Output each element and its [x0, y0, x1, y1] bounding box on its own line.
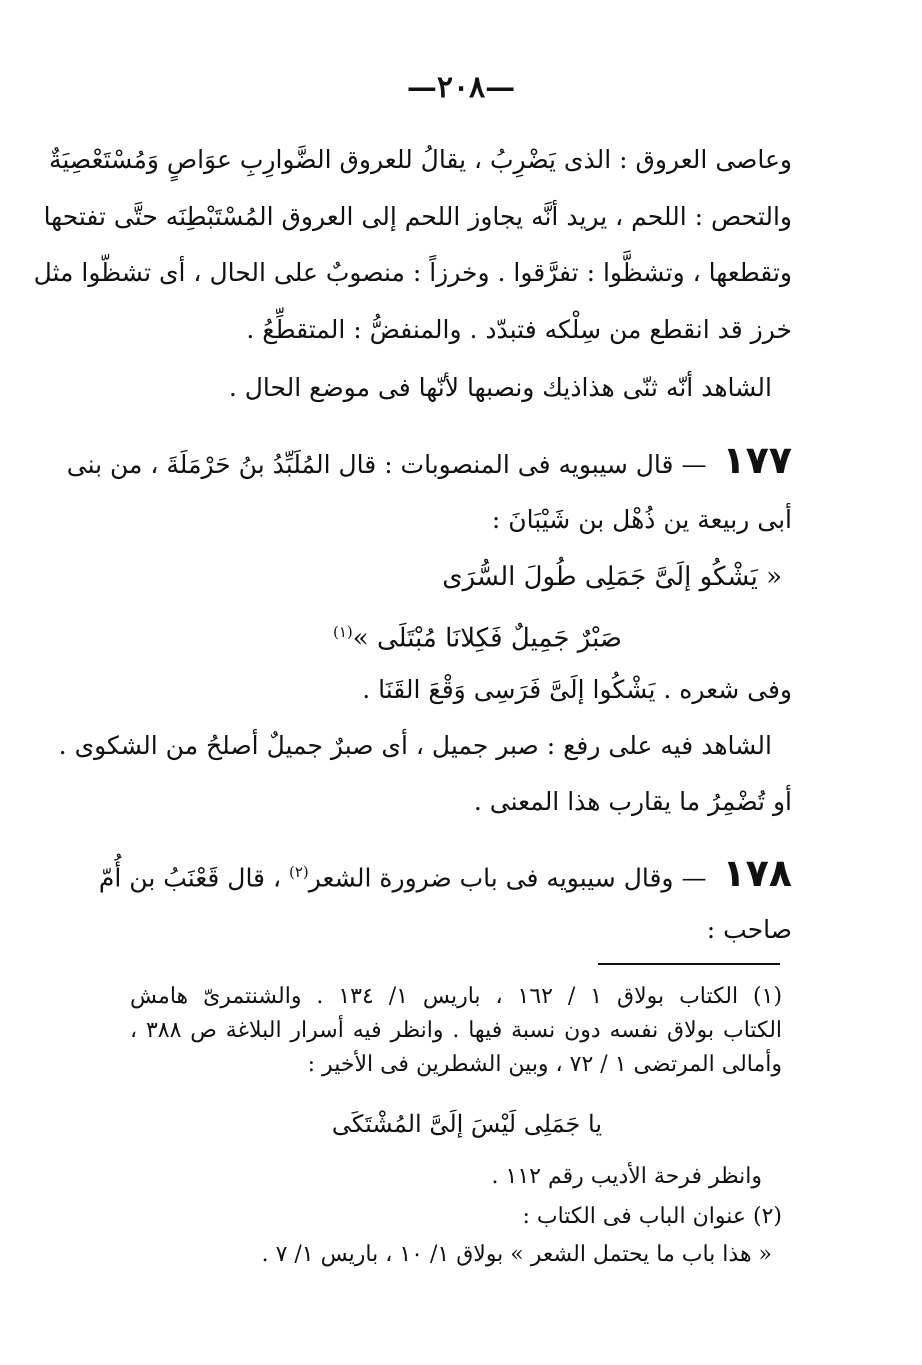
paragraph-line: الشاهد فيه على رفع : صبر جميل ، أى صبرٌ جميلٌ أصلحُ من الشكوى . — [58, 731, 772, 760]
entry-177-heading — [66, 438, 792, 485]
footnote-marker: (١) — [332, 623, 353, 641]
verse-line — [333, 612, 622, 659]
footnote-line: (٢) عنوان الباب فى الكتاب : — [522, 1204, 782, 1229]
footnote-line: وانظر فرحة الأديب رقم ١١٢ . — [491, 1164, 762, 1189]
paragraph-line: وفى شعره . يَشْكُوا إلَىَّ فَرَسِى وَقْعَ القَنَا . — [362, 675, 792, 704]
paragraph-line: والتحص : اللحم ، يريد أنَّه يجاوز اللحم إلى العروق المُسْتَبْطِنَه حتَّى تفتحها — [43, 202, 792, 231]
footnote-line: « هذا باب ما يحتمل الشعر » بولاق ١/ ١٠ ، باريس ١/ ٧ . — [261, 1242, 772, 1267]
entry-number: ١٧٨ — [722, 851, 792, 896]
entry-text: — وقال سيبويه فى باب ضرورة الشعر — [308, 863, 707, 893]
entry-number: ١٧٧ — [722, 438, 792, 482]
footnote-line: (١) الكتاب بولاق ١ / ١٦٢ ، باريس ١/ ١٣٤ . والشنتمرىّ هامش — [130, 984, 783, 1009]
entry-text: — قال سيبويه فى المنصوبات : قال المُلَبِّدُ بنُ حَرْمَلَةَ ، من بنى — [66, 450, 707, 479]
paragraph-line: وعاصى العروق : الذى يَضْرِبُ ، يقالُ للعروق الضَّوارِبِ عوَاصٍ وَمُسْتَعْصِيَةٌ — [48, 145, 792, 174]
footnote-divider — [598, 963, 780, 965]
paragraph-line: أو تُضْمِرُ ما يقارب هذا المعنى . — [473, 787, 792, 816]
entry-text: ، قال قَعْنَبُ بن أُمّ — [98, 863, 282, 893]
footnote-verse: يا جَمَلِى لَيْسَ إلَىَّ المُشْتَكَى — [331, 1110, 602, 1138]
verse-line: « يَشْكُو إلَىَّ جَمَلِى طُولَ السُّرَى — [442, 562, 782, 592]
paragraph-line: صاحب : — [706, 915, 792, 944]
entry-178-heading — [98, 851, 792, 898]
page-number: —٢٠٨— — [406, 70, 516, 105]
footnote-marker: (٢) — [288, 863, 309, 881]
footnote-line: الكتاب بولاق نفسه دون نسبة فيها . وانظر فيه أسرار البلاغة ص ٣٨٨ ، — [130, 1018, 783, 1043]
paragraph-line: خرز قد انقطع من سِلْكه فتبدّد . والمنفضُّ : المتقطِّعُ . — [246, 315, 792, 344]
paragraph-line: الشاهد أنّه ثنّى هذاذيك ونصبها لأنّها فى موضع الحال . — [228, 373, 772, 402]
footnote-line: وأمالى المرتضى ١ / ٧٢ ، وبين الشطرين فى الأخير : — [307, 1052, 782, 1077]
paragraph-line: وتقطعها ، وتشظَّوا : تفرَّقوا . وخرزاً : منصوبٌ على الحال ، أى تشظّوا مثل — [33, 258, 792, 287]
verse-text: صَبْرٌ جَمِيلٌ فَكِلانَا مُبْتَلَى » — [352, 623, 622, 654]
paragraph-line: أبى ربيعة ين ذُهْل بن شَيْبَانَ : — [491, 505, 792, 534]
